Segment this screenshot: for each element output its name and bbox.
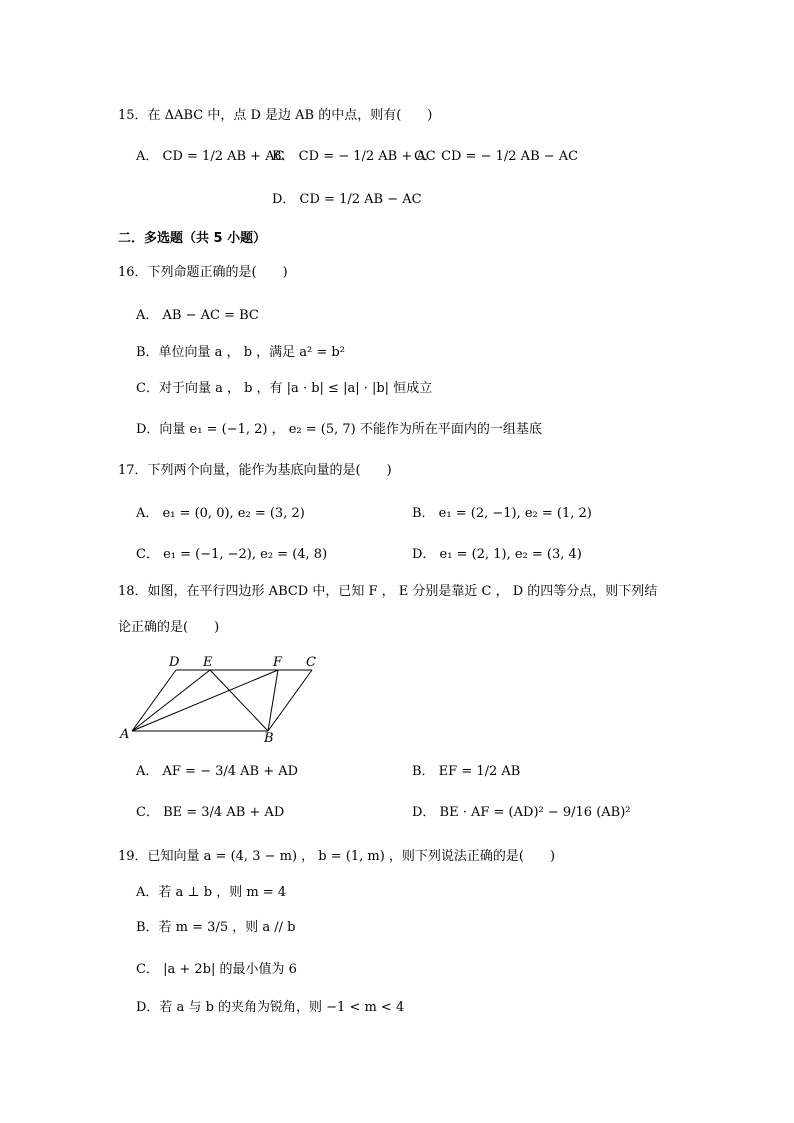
question-19-option-c: C． |a + 2b| 的最小值为 6 <box>136 962 297 977</box>
segment-be <box>210 670 268 731</box>
segment-bc <box>268 670 312 731</box>
question-19-option-d: D．若 a 与 b 的夹角为锐角，则 −1 < m < 4 <box>136 1000 405 1015</box>
question-19-stem: 19．已知向量 a = (4, 3 − m) ， b = (1, m) ，则下列说法正确的是( ) <box>118 849 556 864</box>
question-15-option-d: D． CD = 1/2 AB − AC <box>272 192 422 207</box>
question-17-option-b: B． e₁ = (2, −1), e₂ = (1, 2) <box>412 506 592 521</box>
question-17-stem: 17．下列两个向量，能作为基底向量的是( ) <box>118 463 392 478</box>
parallelogram-figure <box>118 652 338 748</box>
question-18-stem-line-1: 18．如图，在平行四边形 ABCD 中，已知 F ， E 分别是靠近 C ， D 的四等分点，则下列结 <box>118 584 658 599</box>
point-label-f: F <box>273 655 283 670</box>
question-17-option-c: C． e₁ = (−1, −2), e₂ = (4, 8) <box>136 547 328 562</box>
question-16-option-a: A． AB − AC = BC <box>136 308 259 323</box>
segment-bf <box>268 670 278 731</box>
question-15-option-c: C． CD = − 1/2 AB − AC <box>414 149 579 164</box>
parallelogram-diagram <box>118 652 338 748</box>
question-18-option-d: D． BE · AF = (AD)² − 9/16 (AB)² <box>412 805 631 820</box>
question-18-option-a: A． AF = − 3/4 AB + AD <box>136 764 299 779</box>
question-16-option-c: C．对于向量 a ， b ，有 |a · b| ≤ |a| · |b| 恒成立 <box>136 381 433 396</box>
question-18-option-c: C． BE = 3/4 AB + AD <box>136 805 285 820</box>
section-title-multiple-choice: 二．多选题（共 5 小题） <box>118 231 267 246</box>
point-label-d: D <box>169 655 180 670</box>
point-label-b: B <box>264 731 274 746</box>
question-16-stem: 16．下列命题正确的是( ) <box>118 265 288 280</box>
question-18-stem-line-2: 论正确的是( ) <box>118 620 220 635</box>
question-15-stem: 15．在 ΔABC 中，点 D 是边 AB 的中点，则有( ) <box>118 108 433 123</box>
question-18-option-b: B． EF = 1/2 AB <box>412 764 521 779</box>
question-15-option-b: B． CD = − 1/2 AB + AC <box>272 149 436 164</box>
question-16-option-b: B．单位向量 a ， b ，满足 a² = b² <box>136 345 345 360</box>
segment-ae <box>132 670 210 731</box>
point-label-e: E <box>203 655 213 670</box>
question-17-option-d: D． e₁ = (2, 1), e₂ = (3, 4) <box>412 547 582 562</box>
point-label-a: A <box>120 727 130 742</box>
point-label-c: C <box>306 655 316 670</box>
question-17-option-a: A． e₁ = (0, 0), e₂ = (3, 2) <box>136 506 305 521</box>
question-19-option-b: B．若 m = 3/5 ，则 a // b <box>136 920 296 935</box>
question-19-option-a: A．若 a ⊥ b ，则 m = 4 <box>136 885 287 900</box>
question-16-option-d: D．向量 e₁ = (−1, 2) ， e₂ = (5, 7) 不能作为所在平面内的一组基底 <box>136 422 542 437</box>
question-15-option-a: A． CD = 1/2 AB + AC <box>136 149 285 164</box>
